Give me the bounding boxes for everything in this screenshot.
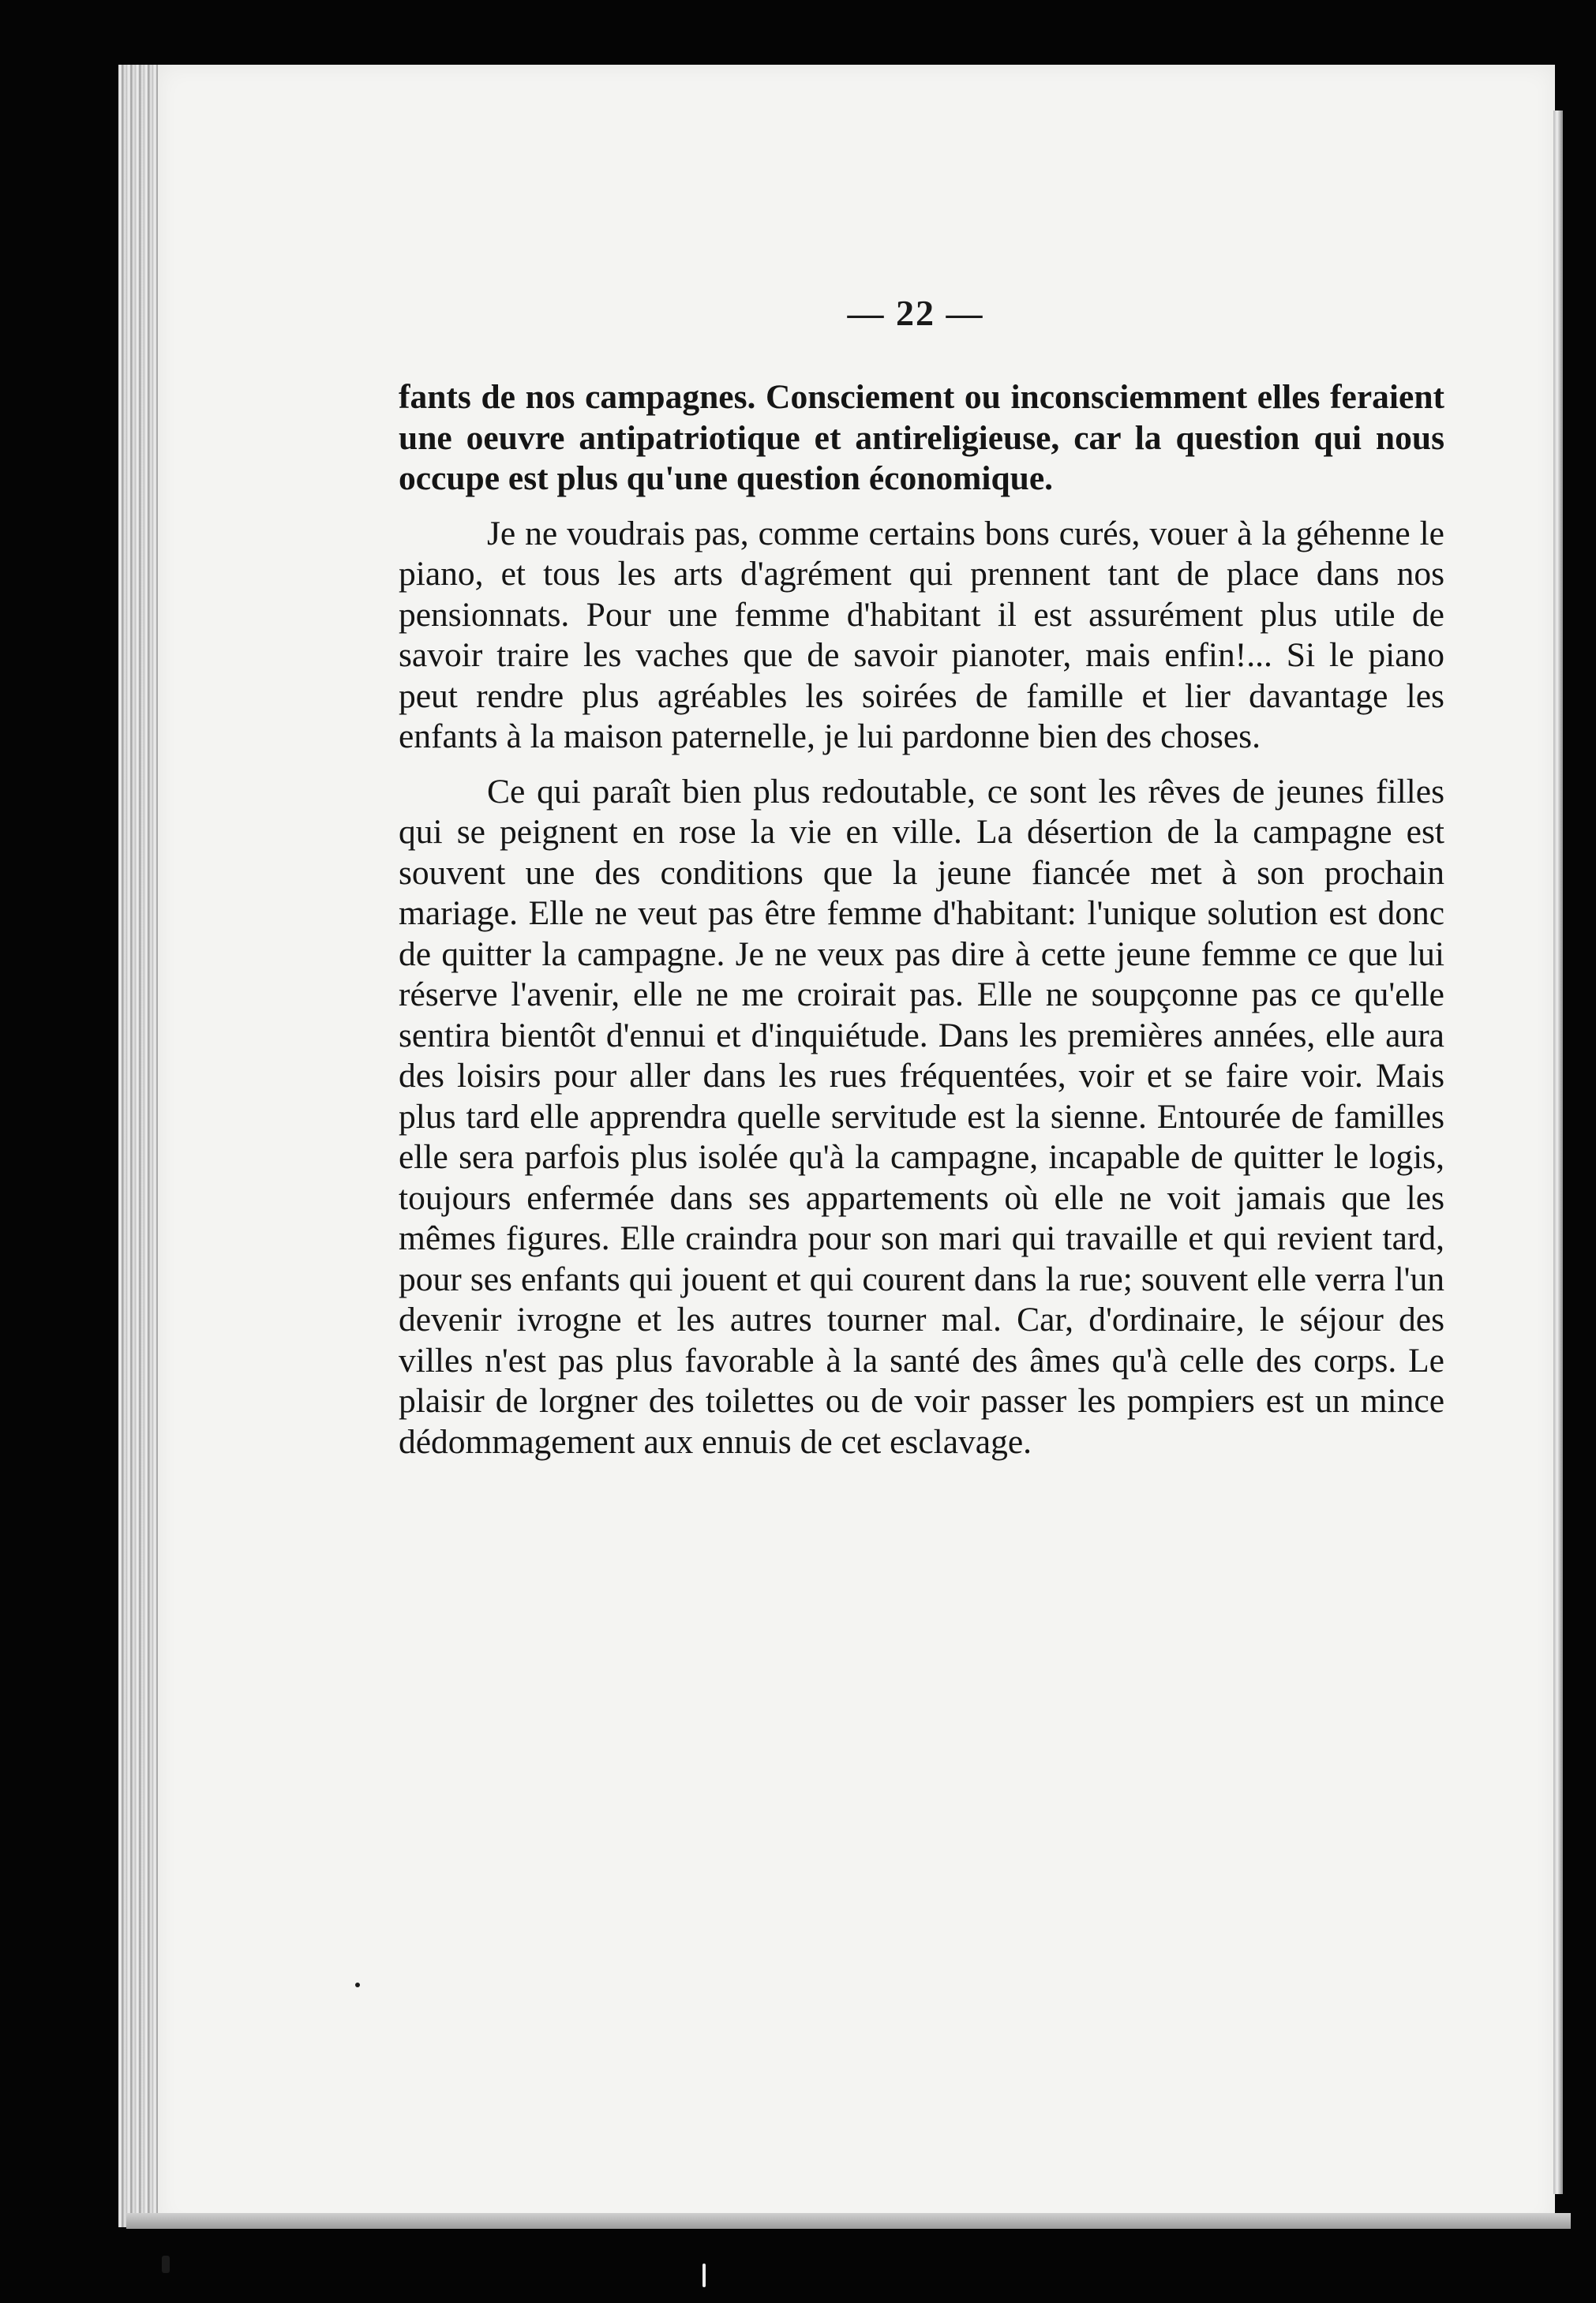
paragraph-1: fants de nos campagnes. Consciement ou inconsciemment elles feraient une oeuvre antipatriotique et antireligieuse, car la question qui nous occupe est plus qu'une question économique.	[399, 378, 1444, 497]
page-number: — 22 —	[847, 293, 984, 333]
scan-speck	[162, 2256, 170, 2273]
page-bottom-edge	[126, 2213, 1571, 2229]
paragraph-3: Ce qui paraît bien plus redoutable, ce sont les rêves de jeunes filles qui se peignent en rose la vie en ville. La désertion de la campagne est souvent une des conditions que la jeune fiancée met à son prochain mariage. Elle ne veut pas être femme d'habitant: l'unique solution est donc de quitter la campagne. Je ne veux pas dire à cette jeune femme ce que lui réserve l'avenir, elle ne me croirait pas. Elle ne soupçonne pas ce qu'elle sentira bientôt d'ennui et d'inquiétude. Dans les premières années, elle aura des loisirs pour aller dans les rues fréquentées, voir et se faire voir. Mais plus tard elle apprendra quelle servitude est la sienne. Entourée de familles elle sera parfois plus isolée qu'à la campagne, incapable de quitter le logis, toujours enfermée dans ses appartements où elle ne voit jamais que les mêmes figures. Elle craindra pour son mari qui travaille et qui revient tard, pour ses enfants qui jouent et qui courent dans la rue; souvent elle verra l'un devenir ivrogne et les autres tourner mal. Car, d'ordinaire, le séjour des villes n'est pas plus favorable à la santé des âmes qu'à celle des corps. Le plaisir de lorgner des toilettes ou de voir passer les pompiers est un mince dédommagement aux ennuis de cet esclavage.	[399, 772, 1444, 1461]
scan-speck	[702, 2264, 706, 2287]
paragraph-2: Je ne voudrais pas, comme certains bons curés, vouer à la géhenne le piano, et tous les arts d'agrément qui prennent tant de place dans nos pensionnats. Pour une femme d'habitant il est assurément plus utile de savoir traire les vaches que de savoir pianoter, mais enfin!... Si le piano peut rendre plus agréables les soirées de famille et lier davantage les enfants à la maison paternelle, je lui pardonne bien des choses.	[399, 514, 1444, 755]
body-text	[399, 377, 1444, 1477]
page-right-edge	[1553, 110, 1563, 2194]
scan-speck	[355, 1983, 360, 1987]
